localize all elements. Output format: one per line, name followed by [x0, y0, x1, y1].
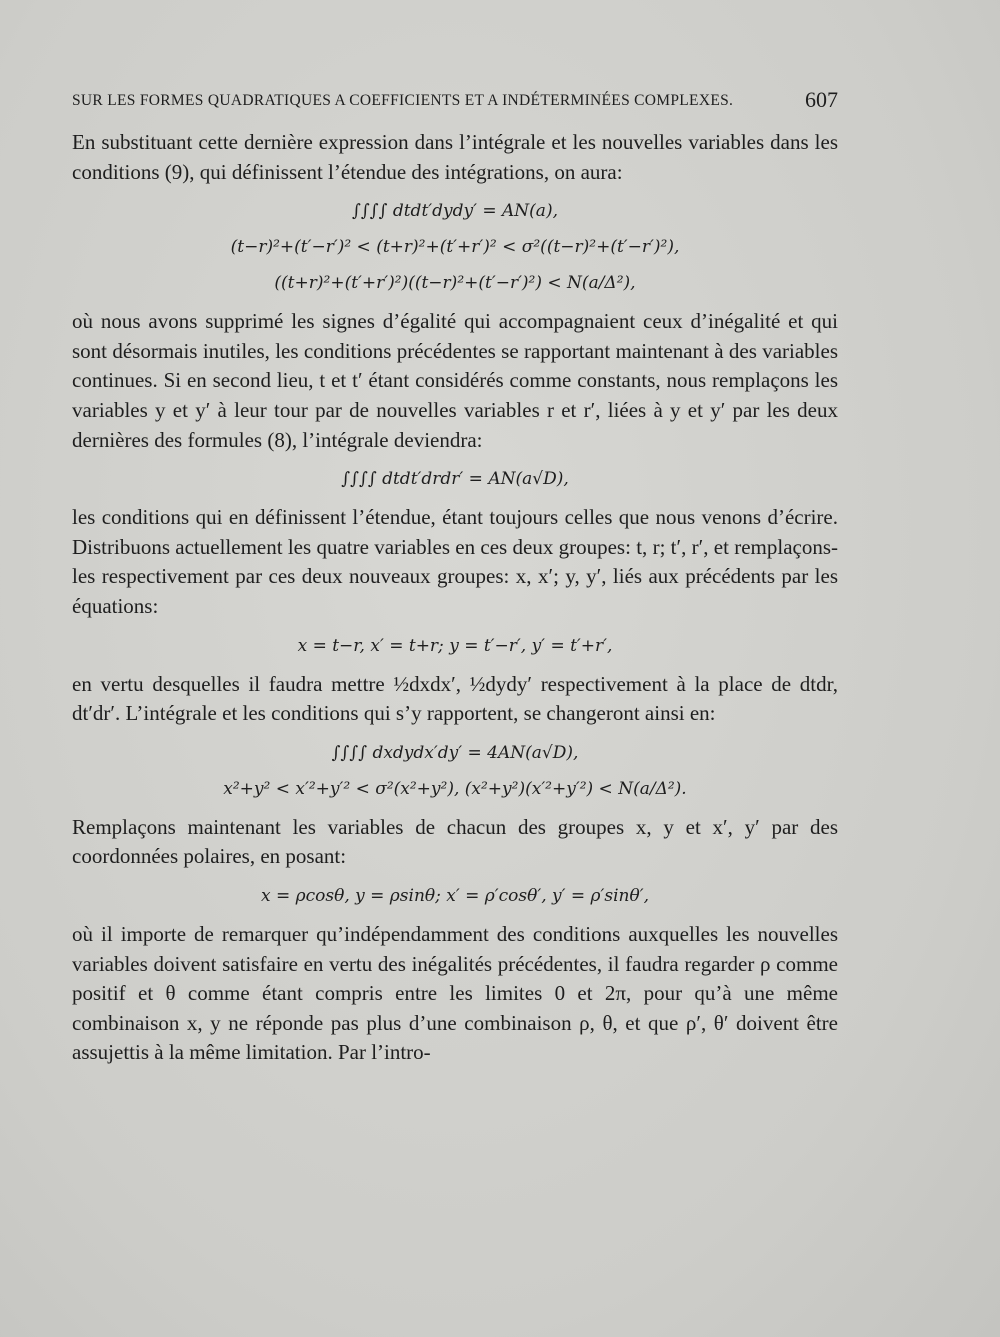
- paragraph-5: Remplaçons maintenant les variables de chacun des groupes x, y et x′, y′ par des coordonnées polaires, en posant:: [72, 814, 838, 869]
- equation-block-3: [72, 628, 838, 664]
- equation-4-line-1: ∫∫∫∫ dxdydx′dy′ = 4AN(a√D),: [331, 742, 579, 763]
- body-text: [72, 128, 838, 1068]
- page-number: 607: [805, 87, 838, 112]
- equation-block-4: [72, 735, 838, 807]
- equation-1-line-3: ((t+r)²+(t′+r′)²)((t−r)²+(t′−r′)²) < N(a/Δ²),: [274, 273, 636, 294]
- paragraph-1: En substituant cette dernière expression dans l’intégrale et les nouvelles variables dans les conditions (9), qui définissent l’étendue des intégrations, on aura:: [72, 130, 838, 184]
- paragraph-4: en vertu desquelles il faudra mettre ½dxdx′, ½dydy′ respectivement à la place de dtdr, dt′dr′. L’intégrale et les conditions qui s’y rapportent, se changeront ainsi en:: [72, 671, 838, 726]
- equation-2: ∫∫∫∫ dtdt′drdr′ = AN(a√D),: [341, 469, 569, 490]
- paragraph-3: les conditions qui en définissent l’étendue, étant toujours celles que nous venons d’écrire. Distribuons actuellement les quatre variables en ces deux groupes: t, r; t′, r′, et remplaçons-les respectivement par ces deux nouveaux groupes: x, x′; y, y′, liés aux précédents par les équations:: [72, 505, 838, 618]
- equation-block-1: [72, 193, 838, 301]
- paragraph-6: où il importe de remarquer qu’indépendamment des conditions auxquelles les nouvelles variables doivent satisfaire en vertu des inégalités précédentes, il faudra regarder ρ comme positif et θ comme étant compris entre les limites 0 et 2π, pour qu’à une même combinaison x, y ne réponde pas plus d’une combinaison ρ, θ, et que ρ′, θ′ doivent être assujettis à la même limitation. Par l’intro-: [72, 921, 838, 1065]
- equation-1-line-1: ∫∫∫∫ dtdt′dydy′ = AN(a),: [352, 201, 558, 222]
- page-header: [72, 87, 838, 114]
- equation-3: x = t−r, x′ = t+r; y = t′−r′, y′ = t′+r′,: [297, 635, 613, 656]
- equation-5: x = ρcosθ, y = ρsinθ; x′ = ρ′cosθ′, y′ = ρ′sinθ′,: [261, 885, 649, 906]
- equation-4-line-2: x²+y² < x′²+y′² < σ²(x²+y²), (x²+y²)(x′²+y′²) < N(a/Δ²).: [223, 778, 687, 799]
- equation-1-line-2: (t−r)²+(t′−r′)² < (t+r)²+(t′+r′)² < σ²((t−r)²+(t′−r′)²),: [230, 237, 680, 258]
- paragraph-2: où nous avons supprimé les signes d’égalité qui accompagnaient ceux d’inégalité et qui sont désormais inutiles, les conditions précédentes se rapportant maintenant à des variables continues. Si en second lieu, t et t′ étant considérés comme constants, nous remplaçons les variables y et y′ à leur tour par de nouvelles variables r et r′, liées à y et y′ par les deux dernières des formules (8), l’intégrale deviendra:: [72, 309, 838, 452]
- equation-block-5: [72, 878, 838, 914]
- equation-block-2: [72, 461, 838, 497]
- running-head: SUR LES FORMES QUADRATIQUES A COEFFICIENTS ET A INDÉTERMINÉES COMPLEXES.: [72, 92, 734, 109]
